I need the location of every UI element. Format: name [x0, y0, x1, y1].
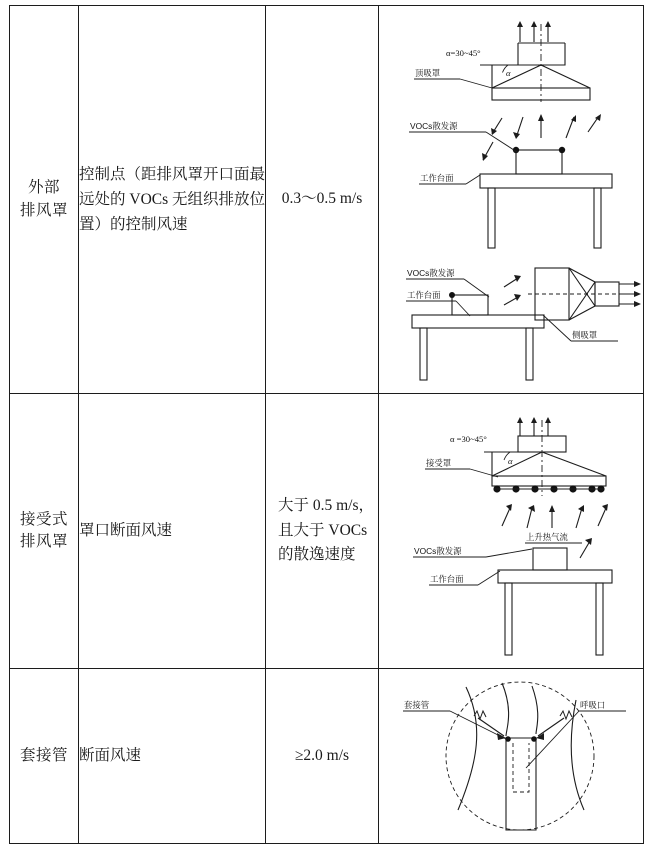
row-name-line-2: 排风罩	[19, 201, 68, 219]
value-line-2: 且大于 VOCs	[278, 521, 368, 539]
row-control-point-receiving-hood: 罩口断面风速	[79, 394, 266, 669]
row-figure-receiving-hood	[379, 394, 644, 669]
label-angle-range: α=30~45°	[445, 47, 481, 58]
label-vocs-source: VOCs散发源	[413, 546, 461, 556]
side-hood-outflow-arrows	[619, 281, 641, 307]
label-angle-range: α =30~45°	[449, 434, 487, 444]
label-socket-pipe: 套接管	[403, 700, 429, 710]
table-row	[10, 669, 644, 844]
row-value-receiving-hood	[266, 394, 379, 669]
label-worktable: 工作台面	[429, 574, 463, 584]
row-value-exterior-hood: 0.3～0.5 m/s	[266, 6, 379, 394]
row-control-point-exterior-hood: 控制点（距排风罩开口面最远处的 VOCs 无组织排放位置）的控制风速	[79, 6, 266, 394]
label-receiving-hood: 接受罩	[425, 458, 451, 468]
table-row	[10, 6, 644, 394]
table-row	[10, 394, 644, 669]
label-vocs-source-upper: VOCs散发源	[409, 120, 457, 131]
rising-hot-air-arrows	[502, 504, 608, 558]
airflow-arrows-up	[517, 21, 551, 42]
figure-socket-pipe	[380, 670, 643, 842]
row-value-socket-pipe: ≥2.0 m/s	[266, 669, 379, 844]
angle-symbol-alpha: α	[505, 67, 511, 78]
exhaust-arrows-up	[517, 417, 551, 436]
value-line-3: 的散逸速度	[278, 546, 356, 564]
airflow-arrow-right	[536, 711, 572, 740]
side-hood-inflow-arrows	[504, 275, 521, 305]
row-control-point-socket-pipe: 断面风速	[79, 669, 266, 844]
row-figure-socket-pipe	[379, 669, 644, 844]
row-name-line-1: 接受式	[19, 510, 68, 528]
row-name-receiving-hood	[10, 394, 79, 669]
label-worktable-lower: 工作台面	[406, 289, 440, 300]
label-top-hood: 顶吸罩	[414, 67, 440, 78]
row-name-line-1: 套接管	[19, 746, 68, 764]
row-name-exterior-hood	[10, 6, 79, 394]
label-vocs-source-lower: VOCs散发源	[406, 267, 454, 278]
row-name-socket-pipe	[10, 669, 79, 844]
label-worktable-upper: 工作台面	[419, 172, 453, 183]
row-figure-exterior-hood	[379, 6, 644, 394]
figure-receiving-hood	[380, 396, 643, 666]
row-name-line-1: 外部	[27, 179, 60, 197]
value-line-1: 大于 0.5 m/s，	[278, 496, 375, 514]
label-breathing-port: 呼吸口	[579, 700, 605, 710]
label-side-hood: 侧吸罩	[571, 329, 597, 340]
figure-exterior-hood	[380, 10, 643, 390]
label-rising-hot-airflow: 上升热气流	[525, 532, 568, 542]
row-name-line-2: 排风罩	[19, 533, 68, 550]
angle-symbol-alpha: α	[507, 456, 513, 466]
vocs-dispersion-arrows-upper	[482, 114, 601, 161]
ventilation-spec-table	[9, 5, 644, 844]
